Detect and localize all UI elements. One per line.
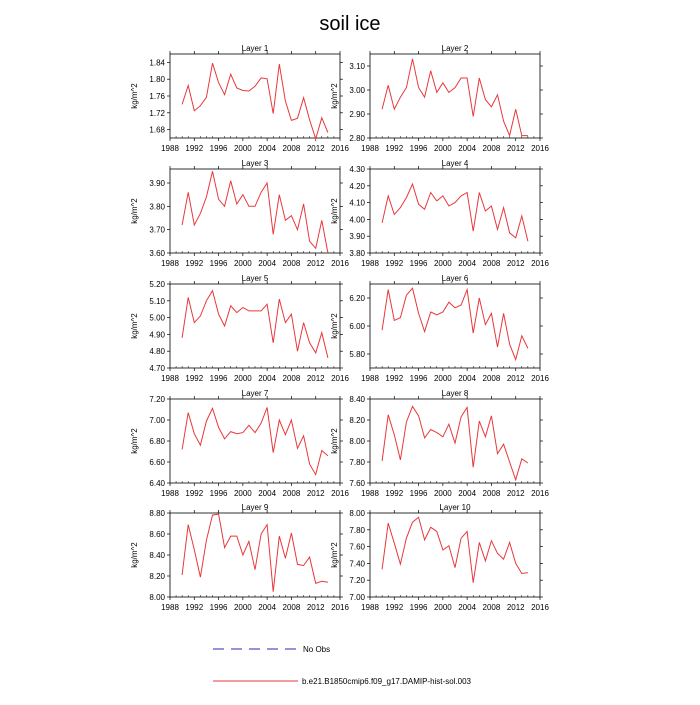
y-tick-label: 1.68 (149, 125, 165, 135)
y-tick-label: 7.20 (149, 395, 165, 404)
x-tick-label: 2008 (482, 374, 501, 383)
y-tick-label: 3.90 (349, 232, 365, 242)
panel-layer-9 (130, 503, 349, 612)
panel-title: Layer 4 (441, 159, 469, 168)
y-tick-label: 1.72 (149, 108, 165, 118)
x-tick-label: 1992 (385, 374, 404, 383)
y-tick-label: 4.70 (149, 364, 165, 373)
x-tick-label: 2004 (458, 603, 477, 612)
panel-layer-7 (130, 389, 349, 498)
x-tick-label: 2008 (282, 489, 301, 498)
y-axis-label: kg/m^2 (330, 313, 339, 339)
figure-title: soil ice (319, 13, 381, 35)
x-tick-label: 2000 (233, 603, 252, 612)
y-tick-label: 1.84 (149, 58, 165, 68)
y-tick-label: 6.80 (149, 437, 165, 446)
y-tick-label: 7.80 (349, 525, 365, 535)
x-tick-label: 2004 (458, 489, 477, 498)
y-tick-label: 4.20 (349, 181, 365, 191)
y-tick-label: 4.00 (349, 215, 365, 225)
y-tick-label: 3.00 (349, 86, 365, 95)
y-tick-label: 3.80 (149, 202, 165, 212)
x-tick-label: 2012 (306, 144, 325, 153)
y-axis-label: kg/m^2 (130, 542, 139, 568)
x-tick-label: 2008 (482, 144, 501, 153)
x-tick-label: 1992 (385, 603, 404, 612)
x-tick-label: 2016 (331, 603, 349, 612)
panel-title: Layer 5 (241, 274, 269, 283)
x-tick-label: 2000 (433, 144, 452, 153)
y-tick-label: 8.00 (349, 437, 365, 446)
y-tick-label: 7.60 (349, 542, 365, 552)
panel-grid (130, 44, 549, 612)
x-tick-label: 2016 (531, 603, 549, 612)
y-axis-label: kg/m^2 (130, 428, 139, 454)
plot-frame (370, 513, 540, 597)
x-tick-label: 1988 (361, 489, 379, 498)
x-tick-label: 2000 (433, 489, 452, 498)
y-tick-label: 8.80 (149, 509, 165, 518)
series-line-layer-2 (382, 59, 528, 136)
y-tick-label: 8.40 (149, 551, 165, 560)
x-tick-label: 2008 (282, 374, 301, 383)
x-tick-label: 2000 (233, 144, 252, 153)
y-axis-label: kg/m^2 (330, 198, 339, 224)
y-tick-label: 4.90 (149, 330, 165, 340)
x-tick-label: 2000 (433, 259, 452, 268)
x-tick-label: 2008 (482, 259, 501, 268)
y-tick-label: 7.60 (349, 479, 365, 488)
x-tick-label: 2008 (482, 489, 501, 498)
x-tick-label: 1996 (209, 374, 228, 383)
x-tick-label: 1988 (161, 603, 179, 612)
panel-layer-6 (330, 274, 549, 383)
panel-title: Layer 8 (441, 389, 469, 398)
y-tick-label: 1.76 (149, 92, 165, 101)
y-axis-label: kg/m^2 (330, 542, 339, 568)
y-tick-label: 7.20 (349, 576, 365, 586)
y-tick-label: 3.80 (349, 249, 365, 258)
panel-layer-5 (130, 274, 349, 383)
y-tick-label: 8.20 (349, 416, 365, 425)
y-tick-label: 5.20 (149, 280, 165, 289)
panel-layer-2 (330, 44, 549, 153)
x-tick-label: 1992 (385, 489, 404, 498)
x-tick-label: 2004 (258, 144, 277, 153)
x-tick-label: 2004 (258, 603, 277, 612)
panel-title: Layer 2 (441, 44, 469, 53)
y-tick-label: 4.80 (149, 347, 165, 357)
y-axis-label: kg/m^2 (330, 428, 339, 454)
series-line-layer-3 (182, 171, 328, 253)
y-tick-label: 7.40 (349, 559, 365, 569)
panel-layer-8 (330, 389, 549, 498)
series-line-layer-7 (182, 407, 328, 474)
panel-layer-3 (130, 159, 349, 268)
x-tick-label: 1988 (161, 259, 179, 268)
x-tick-label: 1996 (209, 144, 228, 153)
x-tick-label: 1996 (409, 489, 428, 498)
x-tick-label: 2008 (282, 603, 301, 612)
y-tick-label: 4.10 (349, 198, 365, 208)
x-tick-label: 2016 (531, 374, 549, 383)
x-tick-label: 2000 (233, 259, 252, 268)
panel-title: Layer 9 (241, 503, 269, 512)
x-tick-label: 2016 (531, 144, 549, 153)
x-tick-label: 2012 (306, 603, 325, 612)
x-tick-label: 2004 (458, 374, 477, 383)
x-tick-label: 2016 (331, 489, 349, 498)
y-tick-label: 3.70 (149, 225, 165, 235)
x-tick-label: 1988 (161, 144, 179, 153)
x-tick-label: 1996 (209, 489, 228, 498)
x-tick-label: 2004 (258, 374, 277, 383)
y-tick-label: 8.00 (349, 509, 365, 518)
series-line-layer-9 (182, 514, 328, 592)
x-tick-label: 2012 (306, 259, 325, 268)
x-tick-label: 1988 (361, 603, 379, 612)
x-tick-label: 1992 (185, 603, 204, 612)
x-tick-label: 1988 (361, 144, 379, 153)
x-tick-label: 1988 (361, 259, 379, 268)
x-tick-label: 2016 (331, 144, 349, 153)
y-axis-label: kg/m^2 (130, 83, 139, 109)
y-tick-label: 5.00 (149, 313, 165, 323)
x-tick-label: 2012 (306, 489, 325, 498)
plot-frame (170, 284, 340, 368)
x-tick-label: 2004 (258, 489, 277, 498)
y-tick-label: 6.00 (349, 322, 365, 331)
x-tick-label: 1992 (185, 259, 204, 268)
y-tick-label: 6.40 (149, 479, 165, 488)
x-tick-label: 2008 (482, 603, 501, 612)
y-tick-label: 2.80 (349, 134, 365, 143)
x-tick-label: 1996 (209, 603, 228, 612)
panel-layer-4 (330, 159, 549, 268)
y-tick-label: 8.40 (349, 395, 365, 404)
y-tick-label: 3.90 (149, 179, 165, 188)
panel-title: Layer 7 (241, 389, 269, 398)
y-tick-label: 6.60 (149, 458, 165, 467)
x-tick-label: 2000 (433, 603, 452, 612)
x-tick-label: 1996 (409, 603, 428, 612)
y-tick-label: 1.80 (149, 75, 165, 85)
x-tick-label: 2000 (233, 489, 252, 498)
x-tick-label: 2012 (506, 374, 525, 383)
x-tick-label: 1992 (385, 144, 404, 153)
x-tick-label: 2012 (506, 603, 525, 612)
legend-model-label: b.e21.B1850cmip6.f09_g17.DAMIP-hist-sol.003 (302, 677, 471, 686)
x-tick-label: 1996 (209, 259, 228, 268)
x-tick-label: 1996 (409, 374, 428, 383)
y-tick-label: 7.00 (349, 593, 365, 602)
y-tick-label: 6.20 (349, 294, 365, 303)
plot-frame (170, 54, 340, 138)
x-tick-label: 1988 (161, 489, 179, 498)
y-axis-label: kg/m^2 (130, 313, 139, 339)
y-tick-label: 5.80 (349, 350, 365, 359)
x-tick-label: 2016 (331, 374, 349, 383)
panel-layer-10 (330, 503, 549, 612)
x-tick-label: 1988 (161, 374, 179, 383)
y-tick-label: 7.80 (349, 458, 365, 467)
x-tick-label: 2004 (258, 259, 277, 268)
y-tick-label: 3.60 (149, 249, 165, 258)
series-line-layer-1 (182, 63, 328, 139)
x-tick-label: 2016 (531, 259, 549, 268)
y-tick-label: 3.10 (349, 62, 365, 71)
x-tick-label: 2008 (282, 144, 301, 153)
x-tick-label: 2016 (531, 489, 549, 498)
legend-no-obs-label: No Obs (303, 645, 331, 654)
x-tick-label: 1996 (409, 259, 428, 268)
x-tick-label: 2004 (458, 259, 477, 268)
y-tick-label: 4.30 (349, 165, 365, 174)
plot-frame (170, 169, 340, 253)
y-axis-label: kg/m^2 (330, 83, 339, 109)
series-line-layer-5 (182, 291, 328, 358)
series-line-layer-6 (382, 288, 528, 359)
y-tick-label: 2.90 (349, 110, 365, 119)
y-tick-label: 5.10 (149, 296, 165, 306)
x-tick-label: 1992 (185, 374, 204, 383)
y-tick-label: 8.00 (149, 593, 165, 602)
x-tick-label: 2012 (306, 374, 325, 383)
x-tick-label: 2000 (233, 374, 252, 383)
x-tick-label: 2000 (433, 374, 452, 383)
series-line-layer-8 (382, 406, 528, 479)
x-tick-label: 2012 (506, 489, 525, 498)
plot-frame (370, 54, 540, 138)
legend (213, 645, 472, 686)
panel-title: Layer 10 (439, 503, 471, 512)
panel-title: Layer 3 (241, 159, 269, 168)
x-tick-label: 2008 (282, 259, 301, 268)
x-tick-label: 2016 (331, 259, 349, 268)
x-tick-label: 2004 (458, 144, 477, 153)
plot-frame (370, 169, 540, 253)
x-tick-label: 1992 (185, 489, 204, 498)
y-axis-label: kg/m^2 (130, 198, 139, 224)
x-tick-label: 2012 (506, 144, 525, 153)
x-tick-label: 1992 (385, 259, 404, 268)
plot-frame (170, 399, 340, 483)
x-tick-label: 1988 (361, 374, 379, 383)
y-tick-label: 8.20 (149, 572, 165, 581)
panel-title: Layer 6 (441, 274, 469, 283)
x-tick-label: 1996 (409, 144, 428, 153)
panel-layer-1 (130, 44, 349, 153)
series-line-layer-10 (382, 517, 528, 583)
y-tick-label: 7.00 (149, 416, 165, 425)
x-tick-label: 2012 (506, 259, 525, 268)
x-tick-label: 1992 (185, 144, 204, 153)
series-line-layer-4 (382, 184, 528, 241)
panel-title: Layer 1 (241, 44, 269, 53)
y-tick-label: 8.60 (149, 530, 165, 539)
